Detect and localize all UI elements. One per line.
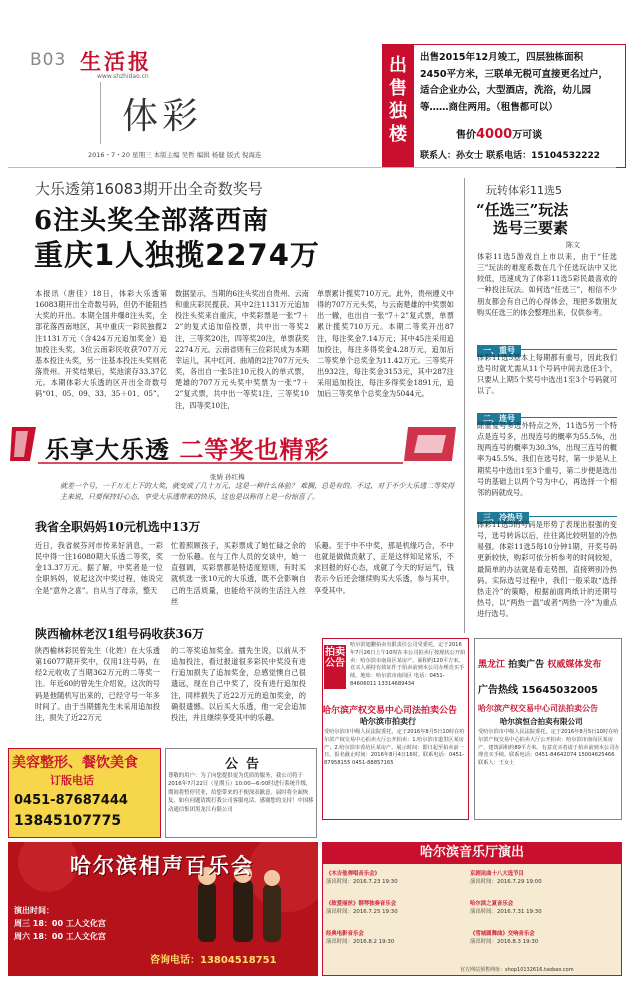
banner-title-black: 乐享大乐透 bbox=[45, 435, 170, 464]
auction-ad-tag: 拍卖公告 bbox=[324, 645, 346, 689]
property-ad-line: 适合企业办公，大型酒店，洗浴，幼儿园 bbox=[420, 85, 592, 97]
price-value: 4000 bbox=[476, 127, 513, 142]
story2-title: 陕西榆林老汉1组号码收获36万 bbox=[35, 627, 205, 641]
hlj-auction-body: 受哈尔滨市中级人民法院委托，定于2016年8月5日10时在哈尔滨产权交易中心拍卖大厅公开拍卖：哈尔滨市南岗区某房产，建筑面积约89平方米。有意竞买者请于拍卖前到本公司办理竞买手续。联系电话：0451-84642074 15004625466 联系人：王女士 bbox=[478, 729, 620, 767]
auction2-heading: 哈尔滨产权交易中心司法拍卖公告 bbox=[322, 706, 458, 716]
side-paragraph-intro: 体彩11选5游戏自上市以来，由于“任选三”玩法的难度系数在几个任选玩法中又比较低，迅速成为了体彩11选5彩民最喜欢的一种投注玩法。如何选“任选三”，相信不少朋友都会有自己的心得体会，现把多数朋友购买任选三的体会整理出来，仅供参考。 bbox=[477, 252, 617, 317]
side-section-heading bbox=[477, 406, 617, 423]
side-section-heading bbox=[477, 505, 617, 522]
music-item-time: 演出时间：2016.7.23 19:30 bbox=[326, 879, 398, 886]
property-ad-body bbox=[420, 50, 622, 117]
banner-title-red: 二等奖也精彩 bbox=[179, 435, 330, 464]
crosstalk-ad-schedule bbox=[14, 905, 106, 943]
property-ad-tag: 出售独楼 bbox=[382, 44, 414, 168]
price-prefix: 售价 bbox=[456, 130, 476, 141]
header-divider bbox=[8, 167, 616, 168]
notice-body: 尊敬的用户：为了向您提供更为优质的服务，我公司将于2016年7月22日（星期五）10:00—6:00时进行系统升级，期间将暂停营业，给您带来的不便深表歉意。届时将全面恢复，如有问题请拨打我公司客服电话。感谢您的支持！中国移动通信集团黑龙江有限公司 bbox=[168, 773, 314, 813]
hlj-auction-heading2: 哈尔滨产权交易中心司法拍卖公告 bbox=[478, 704, 598, 713]
music-item-time: 演出时间：2016.7.29 19:00 bbox=[470, 879, 542, 886]
schedule-line: 演出时间： bbox=[14, 906, 54, 915]
story1-column-2: 忙着照顾孩子，买彩票成了她忙碌之余的一份乐趣。在与工作人员的交谈中，她一直强调，买彩票都是特适度原则，有时买就机选一张10元的大乐透，既不会影响自己的生活质量，也能给平淡的生活注入丝丝 bbox=[171, 541, 306, 606]
music-item-name: 《雪城圆舞曲》交响音乐会 bbox=[470, 931, 535, 937]
property-ad-contact: 联系人：孙女士 联系电话：15104532222 bbox=[420, 151, 601, 161]
crosstalk-ad-phone: 咨询电话：13804518751 bbox=[150, 955, 277, 966]
side-kicker: 玩转体彩11选5 bbox=[486, 184, 562, 197]
page-number: B03 bbox=[30, 50, 67, 70]
music-item-name: 哈尔滨之夏音乐会 bbox=[470, 901, 514, 907]
lead-column-2: 数据显示，当期的6注头奖出自贵州、云南和重庆彩民揽获。其中2注1131万元追加投注头奖来自重庆，中奖彩票是一张“7＋2”的复式追加倍投票，共中出一等奖2注，三等奖20注，四等奖20注，单票获奖2274万元。云南省则有三位彩民成为本期幸运儿，其中红河、曲靖的2注707万元头奖，各出自一张5注10元投入的单式票，楚雄的707万元头奖中奖票为一张“7＋2”复式票，共中出一等奖1注，三等奖10注，四等奖10注， bbox=[175, 289, 309, 410]
music-item bbox=[326, 870, 466, 886]
newspaper-url: www.shzhidao.cn bbox=[97, 73, 149, 80]
price-suffix: 万可谈 bbox=[512, 130, 543, 141]
beauty-ad-title: 美容整形、餐饮美食 bbox=[12, 755, 138, 771]
music-item-time: 演出时间：2016.7.25 19:30 bbox=[326, 909, 398, 916]
music-item-time: 演出时间：2016.7.31 19:30 bbox=[470, 909, 542, 916]
side-section-heading bbox=[477, 338, 617, 355]
hlj-auction-heading bbox=[478, 657, 601, 670]
music-item-name: 《致爱丽丝》钢琴独奏音乐会 bbox=[326, 901, 397, 907]
property-ad-line: 2450平方米，三联单无税可直接更名过户， bbox=[420, 68, 608, 80]
story1-column-1: 近日，我省候芬河市传来好消息，一彩民中得一注16080期大乐透二等奖，奖金13.37万元。据了解，中奖者是一位全职妈妈，说起这次中奖过程，她说完全是“意外之喜”。自从当了母亲，整天 bbox=[35, 541, 163, 595]
schedule-line: 周六 18：00 工人文化宫 bbox=[14, 931, 106, 941]
lead-column-3: 单票累计揽奖710万元。此外，贵州遵义中得的707万元头奖，与云南楚雄的中奖票如出一辙，也出自一张“7＋2”复式票，单票累计揽奖710万元。本期二等奖开出87注，每注奖金7.14万元；其中45注采用追加投注，每注多得奖金4.28万元，追加后二等奖单个总奖金为11.42万元。三等奖开出932注，每注奖金3153元，其中287注采用追加投注，每注多得奖金1891元，追加后三等奖单个总奖金为5044元。 bbox=[317, 289, 454, 399]
main-kicker: 大乐透第16083期开出全奇数奖号 bbox=[35, 180, 263, 198]
music-item-name: 《木吉他弹唱音乐会》 bbox=[326, 871, 380, 877]
auction2-body: 受哈尔滨市中级人民法院委托，定于2016年8月5日10时在哈尔滨产权交易中心拍卖大厅公开拍卖：1.哈尔滨市道里区某房产；2.哈尔滨市香坊区某房产。展示时间：即日起至拍卖前一日。报名截止时间：2016年8月4日16时。联系电话：0451-87958155 0451-88857165 bbox=[324, 729, 465, 767]
hlj-heading-a: 黑龙江 bbox=[478, 660, 506, 670]
banner-intro: 就差一个号，一千万无上下的大奖，就变成了几十万元，这是一种什么体验？ 难搁，总是有的。不过，对于不少大乐透二等奖得主来说，只要保持好心态，享受大乐透带来的快乐，这也是以称得上是一份惊喜了。 bbox=[60, 482, 455, 501]
banner-title bbox=[45, 430, 329, 465]
property-ad-line: 等……商住两用。（租售都可以） bbox=[420, 101, 558, 113]
side-title-line1: “任选三”玩法 bbox=[476, 201, 569, 219]
side-title-line2: 选号三要素 bbox=[493, 219, 569, 237]
music-item-name: 京剧昆曲十八大选节目 bbox=[470, 871, 524, 877]
story1-title: 我省全职妈妈10元机选中13万 bbox=[35, 520, 201, 534]
beauty-ad-phone2: 13845107775 bbox=[14, 813, 122, 829]
section-title: 体彩 bbox=[122, 96, 203, 137]
music-item-time: 演出时间：2016.8.2 19:30 bbox=[326, 939, 395, 946]
story2-column-2: 的二等奖追加奖金。擂先生说，以前从不追加投注，看过报道很多彩民中奖没有进行追加损失了追加奖金，总感觉懊自己很遗远，现在自己中奖了，没有进行追加投注，同样损失了近22万元的追加奖金，的确很遗憾。以后买大乐透，他一定会追加投注，并且继续享受其中的乐趣。 bbox=[171, 646, 306, 722]
beauty-ad-phone1: 0451-87687444 bbox=[14, 793, 128, 808]
side-author: 陈文 bbox=[566, 241, 580, 249]
side-paragraph-consecutive: 除重复号多选外特点之外，11选5另一个特点是连号多，出现连号的概率为55.5%，出现两连号的概率为30.3%，出现三连号的概率为45.5%。我们在选号时，第一步是从上期奖号中选出1至3个重号，第二步便是选出号的基础上以两个号为中心，再选择一个相邻的码就成号。 bbox=[477, 421, 617, 497]
auction2-company: 哈尔滨市拍卖行 bbox=[360, 717, 416, 726]
music-item bbox=[470, 930, 618, 946]
crosstalk-ad-title: 哈尔滨相声百乐会 bbox=[70, 854, 254, 878]
hlj-auction-company: 哈尔滨恒合拍卖有限公司 bbox=[500, 717, 583, 726]
music-item bbox=[326, 900, 466, 916]
auction-ad-body: 哈尔滨旭鹏拍卖有限责任公司受委托，定于2016年7月26日上午10时在本公司拍卖厅按现状公开拍卖：哈尔滨市南岗区某房产，面积约120平方米。竞买人须持有效证件于拍卖前到本公司办理竞买手续。地址：哈尔滨市南岗区 电话：0451-84606011 13314689434 bbox=[350, 642, 466, 687]
hlj-ad-phone: 广告热线 15645032005 bbox=[478, 685, 599, 696]
story1-column-3: 乐趣。至于中不中奖，那是机缘巧合，不中也就是做做贡献了，正是这样知足常乐，不求回报的好心态，成就了今天的好运气，钱表示今后还会继续购买大乐透，参与其中，享受其中。 bbox=[314, 541, 454, 595]
banner-byline: 张婧 孙红梅 bbox=[210, 473, 245, 481]
lead-column-1: 本报讯（唐佳）18日，体彩大乐透第16083期开出全奇数号码，但仍不能阻挡大奖的开出。本期全国井爆8注头奖，全部花落西南地区，其中重庆一彩民独揽2注1131万元（含424万元追加奖金）追加投注头奖，3位云南彩民收获707万元基本投注头奖，另一注基本投注头奖则花落贵州。开奖结果后，奖池滚存33.37亿元。本期体彩大乐透的区开出全奇数号码“01、05、09、33、35＋01、05”。 bbox=[35, 289, 167, 399]
schedule-line: 周三 18：00 工人文化宫 bbox=[14, 918, 106, 928]
main-headline: 6注头奖全部落西南 bbox=[34, 206, 270, 236]
side-paragraph-repeat: 体彩11选5基本上每期都有重号，因此我们选号时就尤需从11个号码中间去选任3个，只要从上期5个奖号中选出1至3个号码就可以了。 bbox=[477, 353, 617, 396]
story2-column-1: 陕西榆林彩民曾先生（化姓）在大乐透第16077期开奖中，仅用1注号码，在经2元收收了当期362万元的二等奖一注。年近60的曾先生介绍说，这次的号码是他随机写出来的，已经守号一年多时间了。由于当期擂先生未采用追加投注，损失了近22万元 bbox=[35, 646, 160, 722]
section-label: 二、连号 bbox=[477, 413, 521, 425]
property-ad-line: 出售2015年12月竣工，四层独栋面积 bbox=[420, 52, 584, 63]
section-label: 一、重号 bbox=[477, 345, 521, 357]
music-hall-footer: 官方网站预售网址：shop10132616.taobao.com bbox=[460, 967, 574, 973]
property-ad-price bbox=[456, 126, 542, 142]
hlj-heading-c: 权威媒体发布 bbox=[547, 660, 602, 670]
newspaper-logo: 生活报 bbox=[80, 49, 152, 74]
music-item bbox=[470, 870, 618, 886]
section-label: 三、冷热号 bbox=[477, 512, 529, 524]
music-item bbox=[326, 930, 466, 946]
main-subheadline: 重庆1人独揽2274万 bbox=[34, 238, 320, 272]
side-paragraph-hotcold: 体彩11选5的号码是形势了表现出很强的变号，选号转诉以后，往往离比较明显的冷热易强。体彩11选5每10分钟1期，开奖号码更新较快，购彩可依分析参考的时间较短，最简单的办法就是看走势图，直接辨别冷热码。实际选号过程中，我们一般采取“选择热走冷”的策略，根据前面两纸计的还期号热号，以“两热一温”或者“两热一冷”为重点进行选号。 bbox=[477, 520, 617, 619]
music-item-name: 经典电影音乐会 bbox=[326, 931, 364, 937]
music-hall-ad-title: 哈尔滨音乐厅演出 bbox=[322, 842, 622, 864]
date-editor-line: 2016・7・20 星期三 本版主编 吴哲 编辑 杨健 版式 倪海连 bbox=[88, 151, 262, 159]
beauty-ad-subtitle: 订版电话 bbox=[50, 774, 94, 787]
notice-title: 公告 bbox=[225, 757, 268, 772]
music-item-time: 演出时间：2016.8.3 19:30 bbox=[470, 939, 539, 946]
column-divider bbox=[464, 178, 465, 633]
music-item bbox=[470, 900, 618, 916]
hlj-heading-b: 拍卖广告 bbox=[508, 660, 545, 670]
